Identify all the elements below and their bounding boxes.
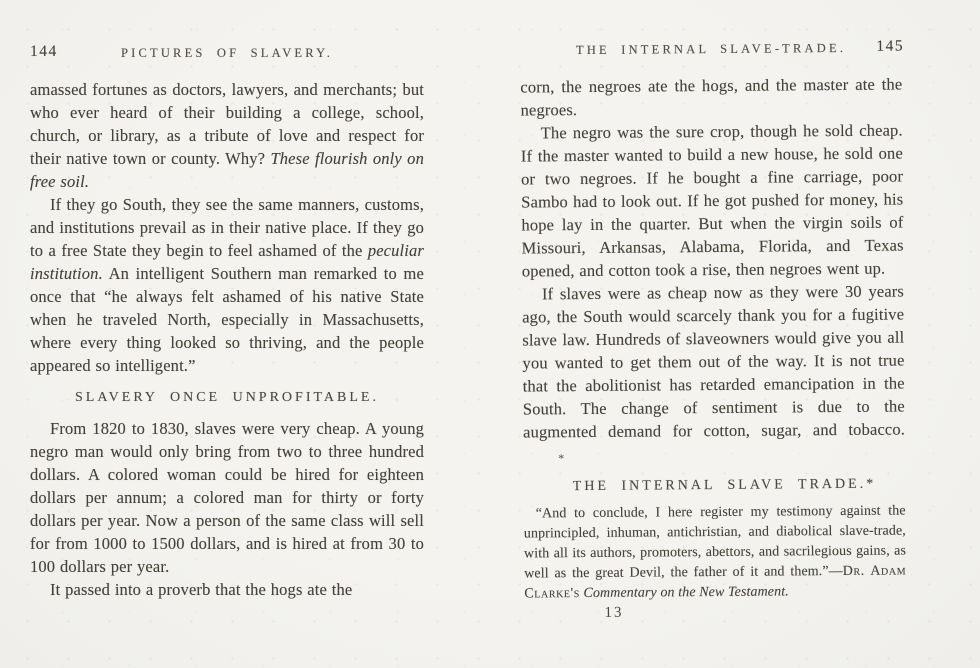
footnote-quote [524,501,907,604]
page-number-left: 144 [30,43,58,60]
text-run: It passed into a proverb that the hogs ate the [50,580,353,599]
running-title-left: PICTURES OF SLAVERY. [120,46,334,60]
text-run: corn, the negroes ate the hogs, and the master ate the negroes. [520,74,903,120]
paragraph-go-south [30,193,424,377]
italic-run-peculiar-institution: peculiar institution. [30,241,424,283]
running-title-right: THE INTERNAL SLAVE-TRADE. [575,40,847,58]
section-heading-slavery-once-unprofitable: SLAVERY ONCE UNPROFITABLE. [75,390,379,405]
paragraph-merchants [30,78,424,193]
section-heading-internal-slave-trade: THE INTERNAL SLAVE TRADE.* [572,476,877,495]
text-run: If slaves were as cheap now as they were 30 years ago, the South would scarcely thank you for a fugitive slave law. Hundreds of slaveowners would give you all you wanted to get them out of the way. It is not true that the abolitionist has retarded emancipation in the South. The change of sentiment is due to the augmented demand for cotton, sugar, and tobacco. [522,281,906,442]
text-run: amassed fortunes as doctors, lawyers, and merchants; but who ever heard of their building a college, school, church, or library, as a tribute of love and respect for their native town or county. Why? [30,80,424,168]
paragraph-cheap-now [522,279,905,468]
text-run: From 1820 to 1830, slaves were very cheap. A young negro man would only bring from two to three hundred dollars. A colored woman could be hired for eighteen dollars per annum; a colored man for thirty or forty dollars per year. Now a person of the same class will sell for from 1000 to 1500 dollars, and is hired at from 30 to 100 dollars per year. [30,419,424,576]
text-run: The negro was the sure crop, though he sold cheap. If the master wanted to build a new house, he sold one or two negroes. If he bought a fine carriage, poor Sambo had to look out. If he got pushed for money, his hope lay in the quarter. But when the virgin soils of Missouri, Arkansas, Alabama, Florida, and Texas opened, and cotton took a rise, then negroes went up. [520,120,904,281]
text-run: An intelligent Southern man remarked to me once that “he always felt ashamed of his native State when he traveled North, especially in Massachusetts, where every thing looked so thriving, and the people appeared so intelligent.” [30,264,424,375]
paragraph-prices [30,417,424,578]
text-run: If they go South, they see the same manners, customs, and institutions prevail as in their native place. If they go to a free State they begin to feel ashamed of the [30,195,424,260]
right-page-body [520,72,906,622]
paragraph-sure-crop [521,118,904,282]
author-name-smallcaps: Dr. Adam Clarke's [524,563,907,602]
left-page-body [30,78,424,601]
paragraph-proverb [30,578,424,601]
paragraph-corn [520,72,902,121]
italic-run-free-soil: These flourish only on free soil. [30,149,424,191]
page-left [30,43,424,601]
running-head-right [520,37,905,61]
book-title-italic: Commentary on the New Testament. [579,584,789,602]
running-head-left [30,43,424,64]
text-run: “And to conclude, I here register my testimony against the unprincipled, inhuman, antichristian, and diabolical slave-trade, with all its authors, promoters, abettors, and sacrilegious gains, as well as the great Devil, the father of it and them.”— [523,503,907,582]
page-number-right: 145 [876,37,905,55]
ink-smudge-mark: * [558,451,565,466]
signature-mark: 13 [604,604,624,621]
page-right [520,37,907,622]
